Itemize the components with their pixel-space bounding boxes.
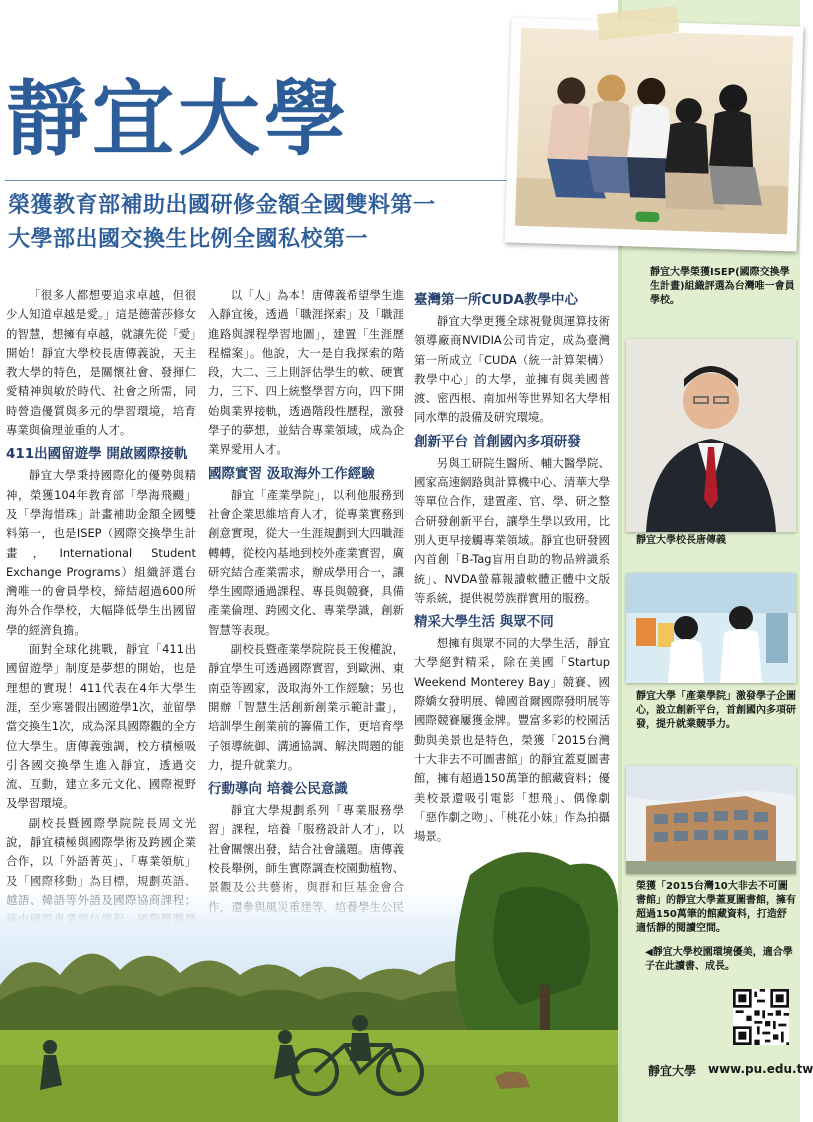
students-group-photo bbox=[505, 17, 804, 251]
caption-campus: ◀靜宜大學校園環境優美，適合學子在此讀書、成長。 bbox=[645, 947, 793, 972]
article-paragraph: 靜宜大學更獲全球視覺與運算技術領導廠商NVIDIA公司肯定，成為臺灣第一所成立「CUDA（統一計算架構）教學中心」的大學，並擁有與美國普渡、密西根、南加州等世界知名大學相同水準的設備及研究環境。 bbox=[414, 314, 610, 425]
article-paragraph: 副校長暨國際學院院長周文光說，靜宜積極與國際學術及跨國企業合作，以「外語菁英」、「專業領航」 bbox=[6, 815, 196, 869]
industry-lab-photo bbox=[626, 573, 796, 683]
article-paragraph: 靜宜大學秉持國際化的優勢與精神，榮獲104年教育部「學海飛颺」及「學海惜珠」計畫補助金額全國雙料第一，也是ISEP（國際交換學生計畫，International Student Exchange Programs）組織評選台灣唯一的會員學校，締結超過600所海外合作學校，大幅降低學生出國留學的經濟負擔。 bbox=[6, 468, 196, 637]
library-building-photo bbox=[626, 766, 796, 874]
section-heading-innovation: 創新平台 首創國內多項研發 bbox=[414, 433, 581, 450]
headline-subtitle-2: 大學部出國交換生比例全國私校第一 bbox=[8, 227, 369, 252]
article-column-3 bbox=[414, 286, 610, 846]
article-paragraph: 另與工研院生醫所、輔大醫學院、國家高速網路與計算機中心、清華大學等單位合作，建置產、官、學、研之整合研發創新平台，讓學生學以致用，比別人更早接觸專業領域。靜宜也研發國內首創「B-Tag盲用自助的物品辨識系統」、NVDA螢幕報讀軟體正體中文版等系統，提供視勞族群實用的服務。 bbox=[414, 455, 610, 605]
section-heading-campus-life: 精采大學生活 與眾不同 bbox=[414, 614, 554, 631]
article-paragraph: 靜宜大學規劃系列「專業服務學習」課程，培養「服務設計人才」，以社會關懷出發，結合社會議題。唐傳義校長舉例，師生實際調查校園動植物、 bbox=[208, 803, 404, 876]
article-paragraph: 以「人」為本！唐傳義希望學生進入靜宜後，透過「職涯探索」及「職涯進路與課程學習地圖」，建置「生涯歷程檔案」。他說，大一是自我探索的階段，大二、三上則評估學生的軟、硬實力，三下、四上統整學習方向，四下開始與業界接軌，透過階段性歷程，激發學子的夢想，並結合專業領域，成為企業界愛用人才。 bbox=[208, 288, 404, 457]
qr-code[interactable] bbox=[733, 989, 789, 1045]
section-heading-cuda: 臺灣第一所CUDA教學中心 bbox=[414, 292, 579, 308]
article-paragraph: 靜宜「產業學院」，以利他服務到社會企業思維培育人才，從專業實務到創意實現，從大一生涯規劃到大四職涯轉轉，從校內基地到校外產業實習，廣研究結合產業需求，辦成學用合一，讓學生國際通過課程、專長與競賽，具備產業倫理、跨國文化、專業學識，創新智慧等表現。 bbox=[208, 487, 404, 637]
article-paragraph: 副校長暨產業學院院長王俊權說，靜宜學生可透過國際實習，到歐洲、東南亞等國家，汲取海外工作經驗；另也開辦「智慧生活創新創業示範計畫」，培訓學生創業前的籌備工作，更培育學子領導統御、溝通協調、解決問題的能力，提升就業力。 bbox=[208, 642, 404, 772]
page-title: 靜宜大學 bbox=[6, 71, 351, 167]
article-paragraph: 想擁有與眾不同的大學生活，靜宜大學絕對精采，除在美國「Startup Weekend Monterey Bay」競賽、國際嬌女發明展、韓國首爾國際發明展等國際競賽屢獲金牌。豐富多彩的校園活動與美景也是特色，榮獲「2015台灣十大非去不可圖書館」的靜宜蓋夏圖書館，擁有超過150萬筆的館藏資料；優美校景還吸引電影「想飛」、偶像劇「惡作劇之吻」、「桃花小妹」作為拍攝場景。 bbox=[414, 636, 610, 844]
section-heading-study-abroad: 411出國留遊學 開啟國際接軌 bbox=[6, 446, 188, 463]
article-paragraph: 面對全球化挑戰，靜宜「411出國留遊學」制度是夢想的開始，也是理想的實現！411代表在4年大學生涯，至少寒暑假出國遊學1次，並留學當交換生1次，成為深具國際觀的全方位大學生。唐傳義強調，校方積極吸引各國交換學生進入靜宜，透過交流、互動，建立多元文化、國際視野及學習環境。 bbox=[6, 642, 196, 811]
caption-isep: 靜宜大學榮獲ISEP(國際交換學生計畫)組織評選為台灣唯一會員學校。 bbox=[650, 267, 795, 306]
section-heading-internship: 國際實習 汲取海外工作經驗 bbox=[208, 465, 375, 482]
article-intro: 「很多人都想要追求卓越，但很少人知道卓越是愛。」這是德蕾莎修女的智慧，想擁有卓越，就讓先從「愛」開始！靜宜大學校長唐傳義說，天主教大學的特色，是關懷社會、發揮仁愛精神與敏於時代、社會之所需，同時營造優質與多元的學習環境，培育專業與倫理並重的人才。 bbox=[6, 288, 196, 438]
footer-website-link[interactable]: www.pu.edu.tw bbox=[708, 1062, 813, 1076]
section-heading-civic: 行動導向 培養公民意識 bbox=[208, 781, 348, 798]
headline-subtitle-1: 榮獲教育部補助出國研修金額全國雙料第一 bbox=[8, 193, 436, 218]
president-photo bbox=[626, 339, 796, 532]
caption-library: 榮獲「2015台灣10大非去不可圖書館」的靜宜大學蓋夏圖書館，擁有超過150萬筆的館藏資料，打造舒適恬靜的閱讀空間。 bbox=[636, 881, 796, 934]
caption-industry-college: 靜宜大學「產業學院」激發學子企圖心，設立創新平台，首創國內多項研發，提升就業競爭力。 bbox=[636, 691, 796, 730]
campus-landscape-photo bbox=[0, 835, 618, 1122]
footer-university-name: 靜宜大學 bbox=[648, 1064, 697, 1078]
caption-president: 靜宜大學校長唐傳義 bbox=[636, 535, 726, 546]
